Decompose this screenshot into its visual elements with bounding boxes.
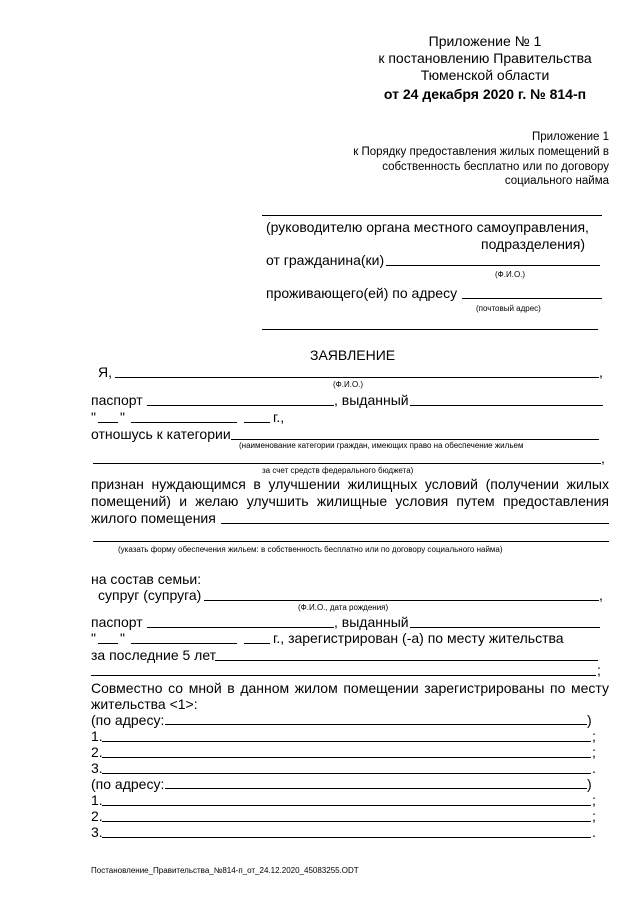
a1-item2-end: ; (592, 744, 596, 760)
month-field[interactable] (131, 422, 237, 423)
living-address-field[interactable] (462, 298, 602, 299)
last5-field[interactable] (215, 660, 598, 661)
a2-item3-field[interactable] (102, 837, 591, 838)
spouse-registered-label: г., зарегистрирован (-а) по месту жительства (273, 630, 564, 646)
a1-item3-num: 3. (91, 760, 103, 776)
applicant-fio-hint: (Ф.И.О.) (333, 380, 364, 389)
quote-close: " (120, 409, 125, 425)
spouse-passport-field[interactable] (147, 627, 334, 628)
a1-item3-end: . (592, 760, 596, 776)
address2-field[interactable] (165, 788, 587, 789)
appendix1-line4: от 24 декабря 2020 г. № 814-п (383, 86, 587, 102)
a1-item2-field[interactable] (102, 757, 591, 758)
a1-item1-field[interactable] (102, 741, 591, 742)
spouse-year-field[interactable] (244, 643, 270, 644)
spouse-quote-close: " (120, 630, 125, 646)
from-citizen-field[interactable] (386, 265, 600, 266)
quote-open: " (91, 409, 96, 425)
spouse-hint: (Ф.И.О., дата рождения) (298, 603, 389, 612)
spouse-quote-open: " (91, 630, 96, 646)
a2-item1-end: ; (592, 792, 596, 808)
postal-address-hint: (почтовый адрес) (476, 304, 541, 313)
footer-filename: Постановление_Правительства_№814-п_от_24.12.2020_45083255.ODT (91, 866, 359, 875)
a1-item1-end: ; (592, 728, 596, 744)
spouse-issued-label: , выданный (334, 614, 409, 630)
a1-item2-num: 2. (91, 744, 103, 760)
address1-label: (по адресу: (91, 712, 165, 728)
addressee-top-line (262, 215, 602, 216)
appendix2-line4: социального найма (504, 175, 609, 187)
postal-address-field[interactable] (262, 329, 598, 330)
spouse-label: супруг (супруга) (98, 587, 202, 603)
issued-label: , выданный (334, 392, 409, 408)
appendix2-line3: собственность бесплатно или по договору (382, 161, 609, 173)
address1-close: ) (587, 712, 592, 728)
address2-close: ) (587, 776, 592, 792)
statement-title: ЗАЯВЛЕНИЕ (310, 347, 396, 363)
addressee-line1: (руководителю органа местного самоуправления, (266, 219, 589, 235)
passport-label: паспорт (91, 392, 143, 408)
appendix1-line3: Тюменской области (420, 67, 550, 83)
from-citizen-label: от гражданина(ки) (266, 252, 385, 268)
appendix1-line1: Приложение № 1 (428, 33, 542, 49)
a2-item2-end: ; (592, 808, 596, 824)
living-address-label: проживающего(ей) по адресу (266, 285, 458, 301)
comma: , (599, 364, 603, 380)
passport-number-field[interactable] (147, 405, 334, 406)
appendix1-line2: к постановлению Правительства (378, 50, 592, 66)
category-hint: (наименование категории граждан, имеющих право на обеспечение жильем (239, 441, 524, 450)
category-hint-2: за счет средств федерального бюджета) (262, 466, 414, 475)
housing-form-hint: (указать форму обеспечения жильем: в собственность бесплатно или по договору социального найма) (118, 545, 503, 554)
housing-form-field-2[interactable] (93, 541, 609, 542)
spouse-issued-field[interactable] (410, 627, 600, 628)
spouse-comma: , (599, 587, 603, 603)
spouse-month-field[interactable] (131, 643, 237, 644)
year-field[interactable] (244, 422, 270, 423)
a2-item2-field[interactable] (102, 821, 591, 822)
year-label: г., (273, 409, 285, 425)
i-label: Я, (98, 364, 112, 380)
last5-semicolon: ; (597, 662, 601, 678)
appendix2-line2: к Порядку предоставления жилых помещений в (353, 146, 609, 158)
a2-item3-end: . (592, 824, 596, 840)
registered-paragraph: Совместно со мной в данном жилом помещении зарегистрированы по месту (91, 680, 609, 696)
a2-item3-num: 3. (91, 824, 103, 840)
address1-field[interactable] (165, 724, 587, 725)
a1-item1-num: 1. (91, 728, 103, 744)
housing-form-field[interactable] (221, 523, 609, 524)
appendix2-line1: Приложение 1 (531, 131, 609, 143)
a2-item1-field[interactable] (102, 805, 591, 806)
day-field[interactable] (98, 422, 118, 423)
passport-issued-field[interactable] (410, 405, 603, 406)
category-label: отношусь к категории (91, 426, 231, 442)
category-field-2[interactable] (93, 463, 601, 464)
spouse-day-field[interactable] (98, 643, 118, 644)
comma-2: , (601, 450, 605, 466)
statement-paragraph-end: жилого помещения (91, 510, 216, 526)
spouse-passport-label: паспорт (91, 614, 143, 630)
last5-field-2[interactable] (91, 675, 596, 676)
a1-item3-field[interactable] (102, 773, 591, 774)
fio-hint: (Ф.И.О.) (495, 270, 526, 279)
a2-item2-num: 2. (91, 808, 103, 824)
last5-label: за последние 5 лет (91, 647, 217, 663)
spouse-field[interactable] (204, 600, 599, 601)
address2-label: (по адресу: (91, 776, 165, 792)
registered-paragraph-2: жительства <1>: (91, 696, 198, 712)
applicant-fio-field[interactable] (115, 377, 599, 378)
family-heading: на состав семьи: (91, 571, 202, 587)
statement-paragraph: признан нуждающимся в улучшении жилищных условий (получении жилых помещений) и желаю улучшить жилищные условия путем предоставления (91, 476, 609, 509)
a2-item1-num: 1. (91, 792, 103, 808)
addressee-line2: подразделения) (481, 236, 585, 252)
category-field[interactable] (231, 439, 599, 440)
